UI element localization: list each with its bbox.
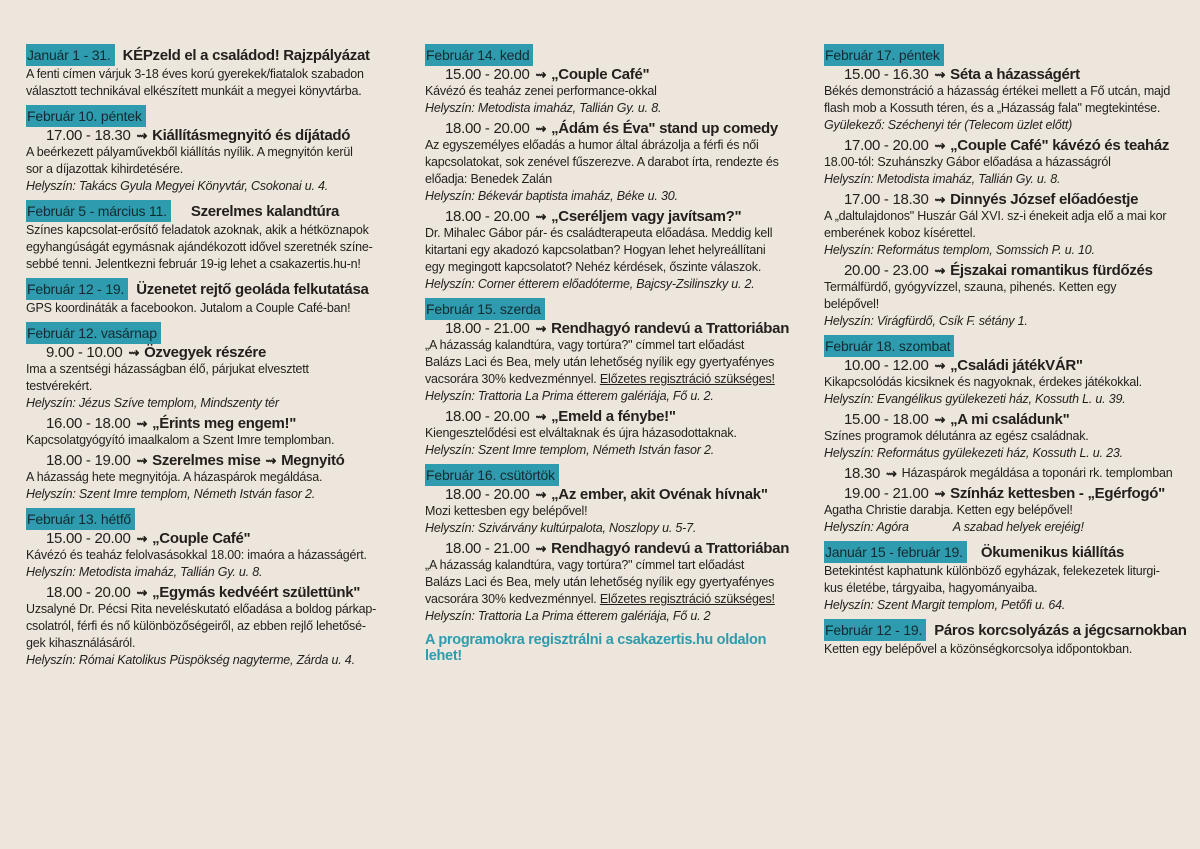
- event-desc: Ima a szentségi házasságban élő, párjukat elvesztett testvérekért.: [26, 362, 309, 393]
- event-desc: Kapcsolatgyógyító imaalkalom a Szent Imre templomban.: [26, 433, 335, 447]
- event-time: 15.00 - 20.00: [46, 530, 131, 547]
- fish-arrow-icon: ⇝: [934, 357, 946, 373]
- event-desc: 18.00-tól: Szuhánszky Gábor előadása a házasságról: [824, 155, 1111, 169]
- event-venue: Helyszín: Metodista imaház, Tallián Gy. u. 8.: [824, 172, 1061, 186]
- fish-arrow-icon: ⇝: [934, 191, 946, 207]
- venue-text: Helyszín: Agóra: [824, 520, 909, 534]
- event-time: 18.00 - 21.00: [445, 320, 530, 337]
- date-label: Február 13. hétfő: [26, 508, 135, 530]
- date-label: Február 16. csütörtök: [425, 464, 559, 486]
- event-desc: Agatha Christie darabja. Ketten egy belépővel!: [824, 503, 1073, 517]
- event-desc: Betekintést kaphatunk különböző egyházak, felekezetek liturgi-: [824, 564, 1160, 578]
- event-title: Özvegyek részére: [144, 344, 267, 361]
- fish-arrow-icon: ⇝: [934, 262, 946, 278]
- date-label: Február 18. szombat: [824, 335, 954, 357]
- event-time: 18.00 - 21.00: [445, 540, 530, 557]
- event-title: KÉPzeld el a családod! Rajzpályázat: [122, 46, 370, 64]
- registration-note: Előzetes regisztráció szükséges!: [599, 592, 775, 606]
- date-label: Február 12 - 19.: [824, 619, 926, 641]
- event-title: Páros korcsolyázás a jégcsarnokban: [934, 621, 1187, 639]
- event-desc: csolatról, férfi és nő különbözőségeiről, az ebben rejlő lehetősé-: [26, 619, 366, 633]
- date-label: Február 17. péntek: [824, 44, 944, 66]
- event-time: 18.00 - 19.00: [46, 452, 131, 469]
- event-title: „Ádám és Éva" stand up comedy: [551, 120, 778, 137]
- event-desc: gek kihasználásáról.: [26, 636, 136, 650]
- event-desc: Kávézó és teaház felolvasásokkal 18.00: imaóra a házasságért.: [26, 548, 367, 562]
- event-desc: Ketten egy belépővel a közönségkorcsolya időpontokban.: [824, 642, 1133, 656]
- event-time: 18.00 - 20.00: [46, 584, 131, 601]
- event-venue: Helyszín: Szivárvány kultúrpalota, Noszlopy u. 5-7.: [425, 521, 697, 535]
- event-time: 20.00 - 23.00: [844, 262, 929, 279]
- event-desc: Színes programok délutánra az egész családnak.: [824, 429, 1089, 443]
- column-3: [824, 44, 1187, 658]
- event-venue: Helyszín: Virágfürdő, Csík F. sétány 1.: [824, 314, 1028, 328]
- event-venue: Helyszín: Takács Gyula Megyei Könyvtár, Csokonai u. 4.: [26, 179, 329, 193]
- event-title: Szerelmes kalandtúra: [190, 202, 340, 220]
- date-label: Január 15 - február 19.: [824, 541, 967, 563]
- event-time: 18.00 - 20.00: [445, 486, 530, 503]
- event-venue: Helyszín: Szent Margit templom, Petőfi u. 64.: [824, 598, 1066, 612]
- event-desc: Balázs Laci és Bea, mely után lehetőség nyílik egy gyertyafényes: [425, 355, 775, 369]
- event-time: 18.00 - 20.00: [445, 408, 530, 425]
- event-title: Rendhagyó randevú a Trattoriában: [551, 320, 790, 337]
- event-time: 17.00 - 18.30: [46, 127, 131, 144]
- event-desc: választott technikával elkészített munkáit a megyei könyvtárba.: [26, 84, 362, 98]
- event-desc: Uzsalyné Dr. Pécsi Rita neveléskutató előadása a boldog párkap-: [26, 602, 377, 616]
- event-title: Szerelmes mise: [152, 452, 261, 469]
- fish-arrow-icon: ⇝: [136, 452, 148, 468]
- event-venue: Helyszín: Metodista imaház, Tallián Gy. u. 8.: [425, 101, 662, 115]
- date-label: Február 14. kedd: [425, 44, 533, 66]
- event-time: 19.00 - 21.00: [844, 485, 929, 502]
- event-desc: sebbé tenni. Jelentkezni február 19-ig lehet a csakazertis.hu-n!: [26, 257, 361, 271]
- event-title: „Az ember, akit Ovénak hívnak": [551, 486, 768, 503]
- event-venue: Helyszín: Békevár baptista imaház, Béke u. 30.: [425, 189, 678, 203]
- event-time: 15.00 - 20.00: [445, 66, 530, 83]
- fish-arrow-icon: ⇝: [934, 66, 946, 82]
- event-time: 17.00 - 20.00: [844, 137, 929, 154]
- event-desc: kus életébe, tárgyaiba, hagyományaiba.: [824, 581, 1038, 595]
- event-desc: A fenti címen várjuk 3-18 éves korú gyerekek/fiatalok szabadon: [26, 67, 364, 81]
- day-feb15: [425, 298, 790, 459]
- event-title: Ökumenikus kiállítás: [980, 543, 1125, 561]
- fish-arrow-icon: ⇝: [136, 127, 148, 143]
- event-venue: [824, 519, 1174, 536]
- event-desc: Termálfürdő, gyógyvízzel, szauna, pihenés. Ketten egy belépővel!: [824, 280, 1117, 311]
- day-feb18: [824, 335, 1174, 536]
- event-desc: Békés demonstráció a házasság értékei mellett a Fő utcán, majd: [824, 84, 1171, 98]
- event-venue: Helyszín: Szent Imre templom, Németh István fasor 2.: [26, 487, 316, 501]
- event-ecumenical-expo: [824, 541, 1174, 614]
- event-desc: [425, 371, 780, 388]
- event-desc: Az egyszemélyes előadás a humor által ábrázolja a férfi és női: [425, 138, 759, 152]
- fish-arrow-icon: ⇝: [535, 486, 547, 502]
- event-title: „Cseréljem vagy javítsam?": [551, 208, 742, 225]
- event-title: „Couple Café": [551, 66, 650, 83]
- fish-arrow-icon: ⇝: [886, 465, 897, 481]
- registration-note: Előzetes regisztráció szükséges!: [599, 372, 775, 386]
- event-venue: Helyszín: Jézus Szíve templom, Mindszenty tér: [26, 396, 279, 410]
- event-desc: flash mob a Kossuth téren, és a „Házasság fala" megtekintése.: [824, 101, 1161, 115]
- date-label: Február 5 - március 11.: [26, 200, 171, 222]
- event-title: „A mi családunk": [950, 411, 1070, 428]
- event-venue: Helyszín: Református templom, Somssich P. u. 10.: [824, 243, 1095, 257]
- date-label: Február 12 - 19.: [26, 278, 128, 300]
- event-title: Üzenetet rejtő geoláda felkutatása: [136, 280, 369, 298]
- event-desc: A beérkezett pályaművekből kiállítás nyílik. A megnyitón kerül: [26, 145, 353, 159]
- date-label: Január 1 - 31.: [26, 44, 115, 66]
- event-love-tour: [26, 200, 378, 273]
- event-venue: Helyszín: Evangélikus gyülekezeti ház, Kossuth L. u. 39.: [824, 392, 1126, 406]
- event-desc: Színes kapcsolat-erősítő feladatok azoknak, akik a hétköznapok: [26, 223, 369, 237]
- day-feb14: [425, 44, 780, 293]
- event-title: Éjszakai romantikus fürdőzés: [950, 262, 1153, 279]
- event-title: Megnyitó: [281, 452, 345, 469]
- event-title: „Couple Café": [152, 530, 251, 547]
- column-1: [26, 44, 378, 669]
- fish-arrow-icon: ⇝: [535, 66, 547, 82]
- event-venue: Helyszín: Corner étterem előadóterme, Bajcsy-Zsilinszky u. 2.: [425, 277, 755, 291]
- event-venue: Gyülekező: Széchenyi tér (Telecom üzlet előtt): [824, 118, 1073, 132]
- fish-arrow-icon: ⇝: [128, 344, 140, 360]
- event-desc: „A házasság kalandtúra, vagy tortúra?" címmel tart előadást: [425, 338, 745, 352]
- day-feb13: [26, 508, 378, 669]
- event-venue: Helyszín: Metodista imaház, Tallián Gy. u. 8.: [26, 565, 263, 579]
- day-feb10: [26, 105, 378, 195]
- event-geocache: [26, 278, 378, 317]
- fish-arrow-icon: ⇝: [136, 415, 148, 431]
- event-desc: GPS koordináták a facebookon. Jutalom a Couple Café-ban!: [26, 301, 351, 315]
- event-time: 18.30: [844, 465, 881, 482]
- desc-text: vacsorára 30% kedvezménnyel.: [425, 372, 600, 386]
- day-feb17: [824, 44, 1174, 330]
- event-desc: Kikapcsolódás kicsiknek és nagyoknak, érdekes játékokkal.: [824, 375, 1142, 389]
- event-desc: Dr. Mihalec Gábor pár- és családterapeuta előadása. Meddig kell: [425, 226, 773, 240]
- event-desc: A „daltulajdonos" Huszár Gál XVI. sz-i énekeit adja elő a mai kor: [824, 209, 1167, 223]
- event-venue: Helyszín: Református gyülekezeti ház, Kossuth L. u. 23.: [824, 446, 1123, 460]
- event-desc: egyhangúságát egymásnak ajándékozott idővel szeretnék színe-: [26, 240, 373, 254]
- event-desc: emberének koboz kísérettel.: [824, 226, 976, 240]
- event-desc: Kávézó és teaház zenei performance-okkal: [425, 84, 657, 98]
- venue-note: A szabad helyek erejéig!: [952, 520, 1084, 534]
- registration-call-to-action[interactable]: A programokra regisztrálni a csakazertis.hu oldalon lehet!: [425, 632, 767, 664]
- event-desc: Kiengesztelődési est elváltaknak és újra házasodottaknak.: [425, 426, 737, 440]
- event-title: „Egymás kedvéért születtünk": [152, 584, 361, 601]
- event-desc: kapcsolatokat, sok zenével fűszerezve. A darabot írta, rendezte és: [425, 155, 779, 169]
- event-desc: egy megingott kapcsolatot? Nehéz kérdések, őszinte válaszok.: [425, 260, 762, 274]
- event-desc: kitartani egy akadozó kapcsolatban? Hogyan lehet helyreállítani: [425, 243, 766, 257]
- event-venue: Helyszín: Szent Imre templom, Németh István fasor 2.: [425, 443, 715, 457]
- event-time: 16.00 - 18.00: [46, 415, 131, 432]
- event-desc: A házasság hete megnyitója. A házaspárok megáldása.: [26, 470, 323, 484]
- date-label: Február 12. vasárnap: [26, 322, 161, 344]
- fish-arrow-icon: ⇝: [535, 540, 547, 556]
- fish-arrow-icon: ⇝: [136, 530, 148, 546]
- fish-arrow-icon: ⇝: [535, 208, 547, 224]
- fish-arrow-icon: ⇝: [535, 408, 547, 424]
- event-desc: sor a díjazottak kihirdetésére.: [26, 162, 184, 176]
- fish-arrow-icon: ⇝: [535, 320, 547, 336]
- event-time: 15.00 - 16.30: [844, 66, 929, 83]
- event-drawing-contest: [26, 44, 378, 100]
- event-title: Dinnyés József előadóestje: [950, 191, 1139, 208]
- event-time: 9.00 - 10.00: [46, 344, 123, 361]
- event-title: Színház kettesben - „Egérfogó": [950, 485, 1165, 502]
- fish-arrow-icon: ⇝: [934, 137, 946, 153]
- event-desc: [425, 591, 780, 608]
- event-time: 18.00 - 20.00: [445, 120, 530, 137]
- event-venue: Helyszín: Trattoria La Prima étterem galériája, Fő u. 2.: [425, 389, 714, 403]
- column-2: [425, 44, 790, 664]
- event-desc: Balázs Laci és Bea, mely után lehetőség nyílik egy gyertyafényes: [425, 575, 775, 589]
- desc-text: vacsorára 30% kedvezménnyel.: [425, 592, 600, 606]
- event-desc: előadja: Benedek Zalán: [425, 172, 552, 186]
- event-title: Rendhagyó randevú a Trattoriában: [551, 540, 790, 557]
- event-time: 17.00 - 18.30: [844, 191, 929, 208]
- event-title: „Családi játékVÁR": [950, 357, 1083, 374]
- event-time: 18.00 - 20.00: [445, 208, 530, 225]
- fish-arrow-icon: ⇝: [934, 485, 946, 501]
- date-label: Február 10. péntek: [26, 105, 146, 127]
- fish-arrow-icon: ⇝: [934, 411, 946, 427]
- fish-arrow-icon: ⇝: [265, 452, 277, 468]
- event-desc: Házaspárok megáldása a toponári rk. templomban: [901, 466, 1173, 480]
- event-time: 10.00 - 12.00: [844, 357, 929, 374]
- event-desc: Mozi kettesben egy belépővel!: [425, 504, 588, 518]
- fish-arrow-icon: ⇝: [535, 120, 547, 136]
- event-title: „Emeld a fénybe!": [551, 408, 676, 425]
- event-title: „Érints meg engem!": [152, 415, 297, 432]
- event-venue: Helyszín: Trattoria La Prima étterem galériája, Fő u. 2: [425, 609, 711, 623]
- fish-arrow-icon: ⇝: [136, 584, 148, 600]
- event-title: Kiállításmegnyitó és díjátadó: [152, 127, 351, 144]
- date-label: Február 15. szerda: [425, 298, 545, 320]
- event-venue: Helyszín: Római Katolikus Püspökség nagyterme, Zárda u. 4.: [26, 653, 355, 667]
- day-feb16: [425, 464, 790, 625]
- event-desc: „A házasság kalandtúra, vagy tortúra?" címmel tart előadást: [425, 558, 745, 572]
- day-feb12: [26, 322, 378, 503]
- event-skating: [824, 619, 1187, 658]
- event-title: „Couple Café" kávézó és teaház: [950, 137, 1170, 154]
- event-title: Séta a házasságért: [950, 66, 1080, 83]
- event-time: 15.00 - 18.00: [844, 411, 929, 428]
